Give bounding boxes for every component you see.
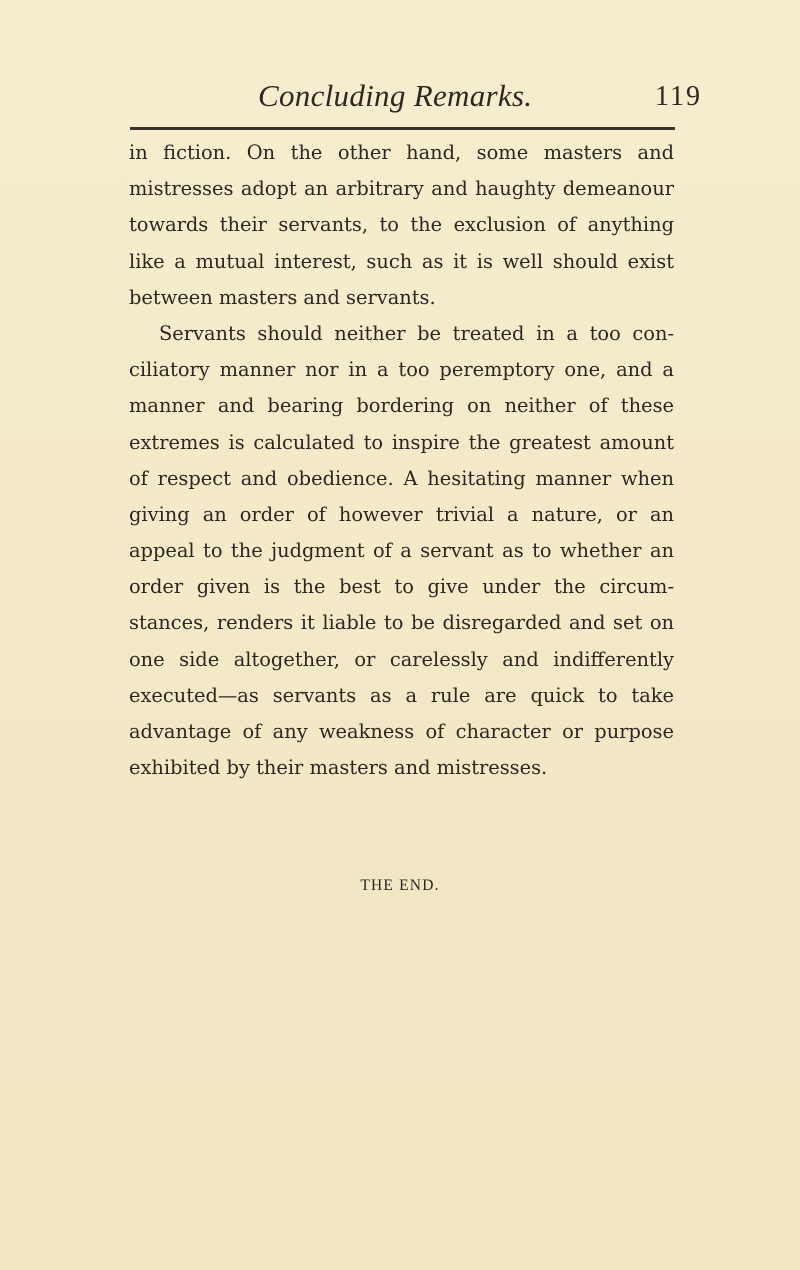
text-line: in fiction. On the other hand, some masters and [129, 141, 674, 164]
text-line: ciliatory manner nor in a too peremptory one, and a [129, 358, 674, 382]
text-line: order given is the best to give under the circum- [129, 575, 674, 599]
text-line: manner and bearing bordering on neither of these [129, 394, 674, 418]
body-text [129, 135, 674, 786]
text-line: stances, renders it liable to be disregarded and set on [129, 611, 674, 635]
text-line: advantage of any weakness of character or purpose [129, 720, 674, 743]
text-line: executed—as servants as a rule are quick to take [129, 683, 674, 707]
text-line: one side altogether, or carelessly and indifferently [129, 647, 674, 671]
text-line: extremes is calculated to inspire the greatest amount [129, 430, 674, 454]
text-line: exhibited by their masters and mistresses. [129, 756, 548, 780]
text-line: mistresses adopt an arbitrary and haughty demeanour [129, 177, 674, 201]
text-line: like a mutual interest, such as it is well should exist [129, 249, 674, 273]
running-title: Concluding Remarks. [258, 78, 533, 113]
text-line: towards their servants, to the exclusion of anything [129, 213, 674, 237]
text-line: between masters and servants. [129, 285, 436, 309]
text-line: Servants should neither be treated in a too con- [159, 321, 674, 345]
text-line: giving an order of however trivial a nature, or an [129, 502, 674, 526]
text-line: of respect and obedience. A hesitating manner when [129, 466, 674, 490]
header-rule [130, 127, 675, 130]
text-line: appeal to the judgment of a servant as to whether an [129, 539, 674, 563]
the-end-label: THE END. [360, 877, 440, 894]
page-number: 119 [655, 81, 702, 112]
running-head [0, 78, 800, 118]
